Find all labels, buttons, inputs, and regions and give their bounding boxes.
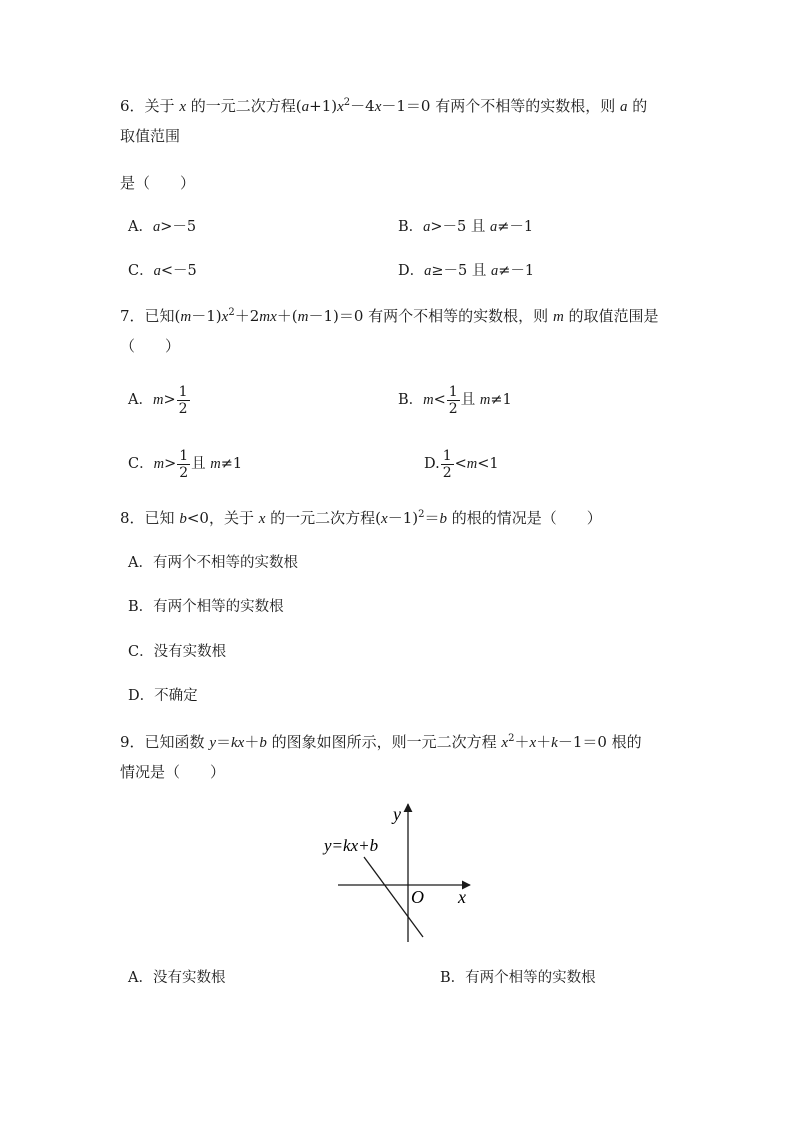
q9-text: ＋: [514, 733, 530, 751]
option-text: 有两个相等的实数根: [153, 599, 284, 615]
option-label: B．: [128, 599, 154, 615]
option-var: a: [153, 263, 161, 279]
option-var: a: [490, 263, 499, 279]
fraction-denominator: 2: [448, 400, 458, 417]
q7-text: －1)＝0 有两个不相等的实数根，则: [308, 307, 553, 325]
q7-var: m: [297, 309, 309, 325]
y-axis-label: y: [393, 804, 401, 824]
q9-var: k: [551, 735, 558, 751]
q6-text: －1＝0 有两个不相等的实数根，则: [381, 97, 620, 115]
option-var: m: [210, 456, 221, 472]
origin-label: O: [411, 887, 424, 907]
fraction-denominator: 2: [442, 464, 452, 481]
q8-text: ＝: [424, 509, 440, 527]
q9-var: kx: [231, 735, 245, 751]
q6-text: 的一元二次方程(: [186, 97, 302, 115]
option-var: m: [466, 456, 478, 472]
option-var: a: [423, 219, 431, 235]
option-rel: <: [454, 456, 467, 472]
q8-option-c[interactable]: [128, 642, 226, 662]
fraction-numerator: 1: [448, 383, 458, 400]
q8-text: 已知: [144, 509, 180, 527]
q7-option-b[interactable]: [398, 382, 512, 418]
q9-number: 9．: [120, 733, 145, 751]
x-axis-label: x: [458, 887, 466, 907]
fraction-numerator: 1: [178, 383, 188, 400]
option-label: B．: [440, 970, 466, 986]
q7-stem-line1: [120, 306, 659, 327]
fraction-numerator: 1: [442, 447, 452, 464]
q8-var: b: [439, 511, 447, 527]
option-rel: >: [163, 392, 176, 408]
q9-var: x: [501, 735, 509, 751]
q8-text: <0，关于: [186, 509, 259, 527]
option-rel: <: [433, 392, 446, 408]
option-var: a: [490, 219, 498, 235]
fraction-numerator: 1: [179, 447, 189, 464]
q6-option-d[interactable]: [398, 261, 534, 281]
q6-exponent: 2: [343, 97, 351, 108]
option-text: 且: [460, 392, 480, 408]
q7-var: m: [552, 309, 564, 325]
option-label: D．: [398, 263, 425, 279]
q9-var: y: [209, 735, 216, 751]
q8-number: 8．: [120, 509, 145, 527]
fraction-denominator: 2: [179, 464, 189, 481]
q6-text: +1): [309, 97, 338, 115]
q9-option-b[interactable]: [440, 968, 596, 988]
q6-text: 关于: [144, 97, 180, 115]
option-label: A．: [128, 392, 153, 408]
q7-text: ＋(: [276, 307, 298, 325]
option-text: ≥－5 且: [431, 263, 491, 279]
fraction: [177, 384, 190, 417]
option-text: 不确定: [154, 688, 198, 704]
option-var: m: [423, 392, 434, 408]
option-label: C．: [128, 456, 154, 472]
q7-option-c[interactable]: [128, 446, 242, 482]
option-label: A．: [128, 219, 153, 235]
q7-text: 的取值范围是: [563, 307, 659, 325]
q9-var: b: [259, 735, 267, 751]
q7-var: m: [180, 309, 192, 325]
q9-stem-line2: 情况是（ ）: [120, 763, 226, 781]
q6-var: a: [619, 99, 628, 115]
option-text: >－5: [160, 219, 197, 235]
q8-var: x: [258, 511, 266, 527]
q9-text: 已知函数: [144, 733, 210, 751]
option-label: A．: [128, 970, 153, 986]
q7-text: 已知(: [144, 307, 181, 325]
q7-stem-line2: （ ）: [120, 337, 181, 355]
option-text: <1: [477, 456, 499, 472]
q6-option-c[interactable]: [128, 261, 197, 281]
option-var: a: [152, 219, 161, 235]
q6-stem-line1: [120, 96, 647, 117]
q8-var: b: [179, 511, 187, 527]
q9-exponent: 2: [508, 733, 515, 744]
line-label: y=kx+b: [324, 836, 379, 855]
option-label: A．: [128, 555, 153, 571]
option-text: ≠－1: [497, 219, 534, 235]
q7-option-d[interactable]: [424, 446, 499, 482]
q8-text: 的根的情况是（ ）: [446, 509, 602, 527]
q6-var: x: [374, 99, 382, 115]
q7-text: ＋2: [234, 307, 260, 325]
q6-var: x: [179, 99, 186, 115]
fraction-denominator: 2: [178, 400, 188, 417]
q6-stem-line3: 是（ ）: [120, 174, 196, 192]
q6-stem-line2: 取值范围: [120, 127, 181, 145]
option-label: D.: [424, 456, 440, 472]
q8-text: 的一元二次方程(: [265, 509, 382, 527]
q9-text: ＝: [216, 733, 232, 751]
q8-option-d[interactable]: [128, 686, 198, 706]
q9-text: ＋: [536, 733, 552, 751]
q6-var: x: [337, 99, 344, 115]
fraction: [447, 384, 460, 417]
fraction: [441, 448, 454, 481]
q8-var: x: [381, 511, 388, 527]
option-text: 没有实数根: [152, 970, 226, 986]
option-text: ≠1: [490, 392, 512, 408]
option-text: 有两个相等的实数根: [465, 970, 596, 986]
option-var: m: [152, 392, 164, 408]
q9-stem-line1: [120, 732, 642, 753]
q8-stem: [120, 508, 602, 529]
option-text: <－5: [160, 263, 197, 279]
q9-var: x: [529, 735, 537, 751]
option-label: B．: [398, 392, 424, 408]
option-text: ≠1: [220, 456, 243, 472]
q9-graph: [320, 800, 480, 950]
q8-option-a[interactable]: [128, 553, 298, 573]
q7-option-a[interactable]: [128, 382, 191, 418]
option-var: a: [424, 263, 432, 279]
option-var: m: [153, 456, 165, 472]
option-text: 没有实数根: [153, 644, 227, 660]
q9-text: 的图象如图所示，则一元二次方程: [266, 733, 502, 751]
option-label: D．: [128, 688, 155, 704]
q9-text: －1＝0 根的: [557, 733, 642, 751]
q6-option-a[interactable]: [128, 217, 196, 237]
option-text: >－5 且: [430, 219, 490, 235]
option-label: B．: [398, 219, 424, 235]
option-label: C．: [128, 263, 154, 279]
q6-var: a: [301, 99, 310, 115]
q7-text: －1): [191, 307, 222, 325]
q7-exponent: 2: [228, 307, 235, 318]
option-rel: >: [164, 456, 177, 472]
q6-option-b[interactable]: [398, 217, 533, 237]
option-text: 且: [191, 456, 211, 472]
option-var: m: [479, 392, 491, 408]
option-label: C．: [128, 644, 154, 660]
q7-var: mx: [259, 309, 277, 325]
q9-text: ＋: [244, 733, 260, 751]
q6-text: －4: [350, 97, 375, 115]
fraction: [177, 448, 190, 481]
q6-number: 6．: [120, 97, 145, 115]
q7-number: 7．: [120, 307, 145, 325]
q9-option-a[interactable]: [128, 968, 225, 988]
option-text: ≠－1: [498, 263, 535, 279]
q8-text: －1): [387, 509, 419, 527]
q8-option-b[interactable]: [128, 597, 284, 617]
q8-exponent: 2: [418, 509, 425, 520]
option-text: 有两个不相等的实数根: [152, 555, 298, 571]
q6-text: 的: [627, 97, 648, 115]
q7-var: x: [221, 309, 229, 325]
